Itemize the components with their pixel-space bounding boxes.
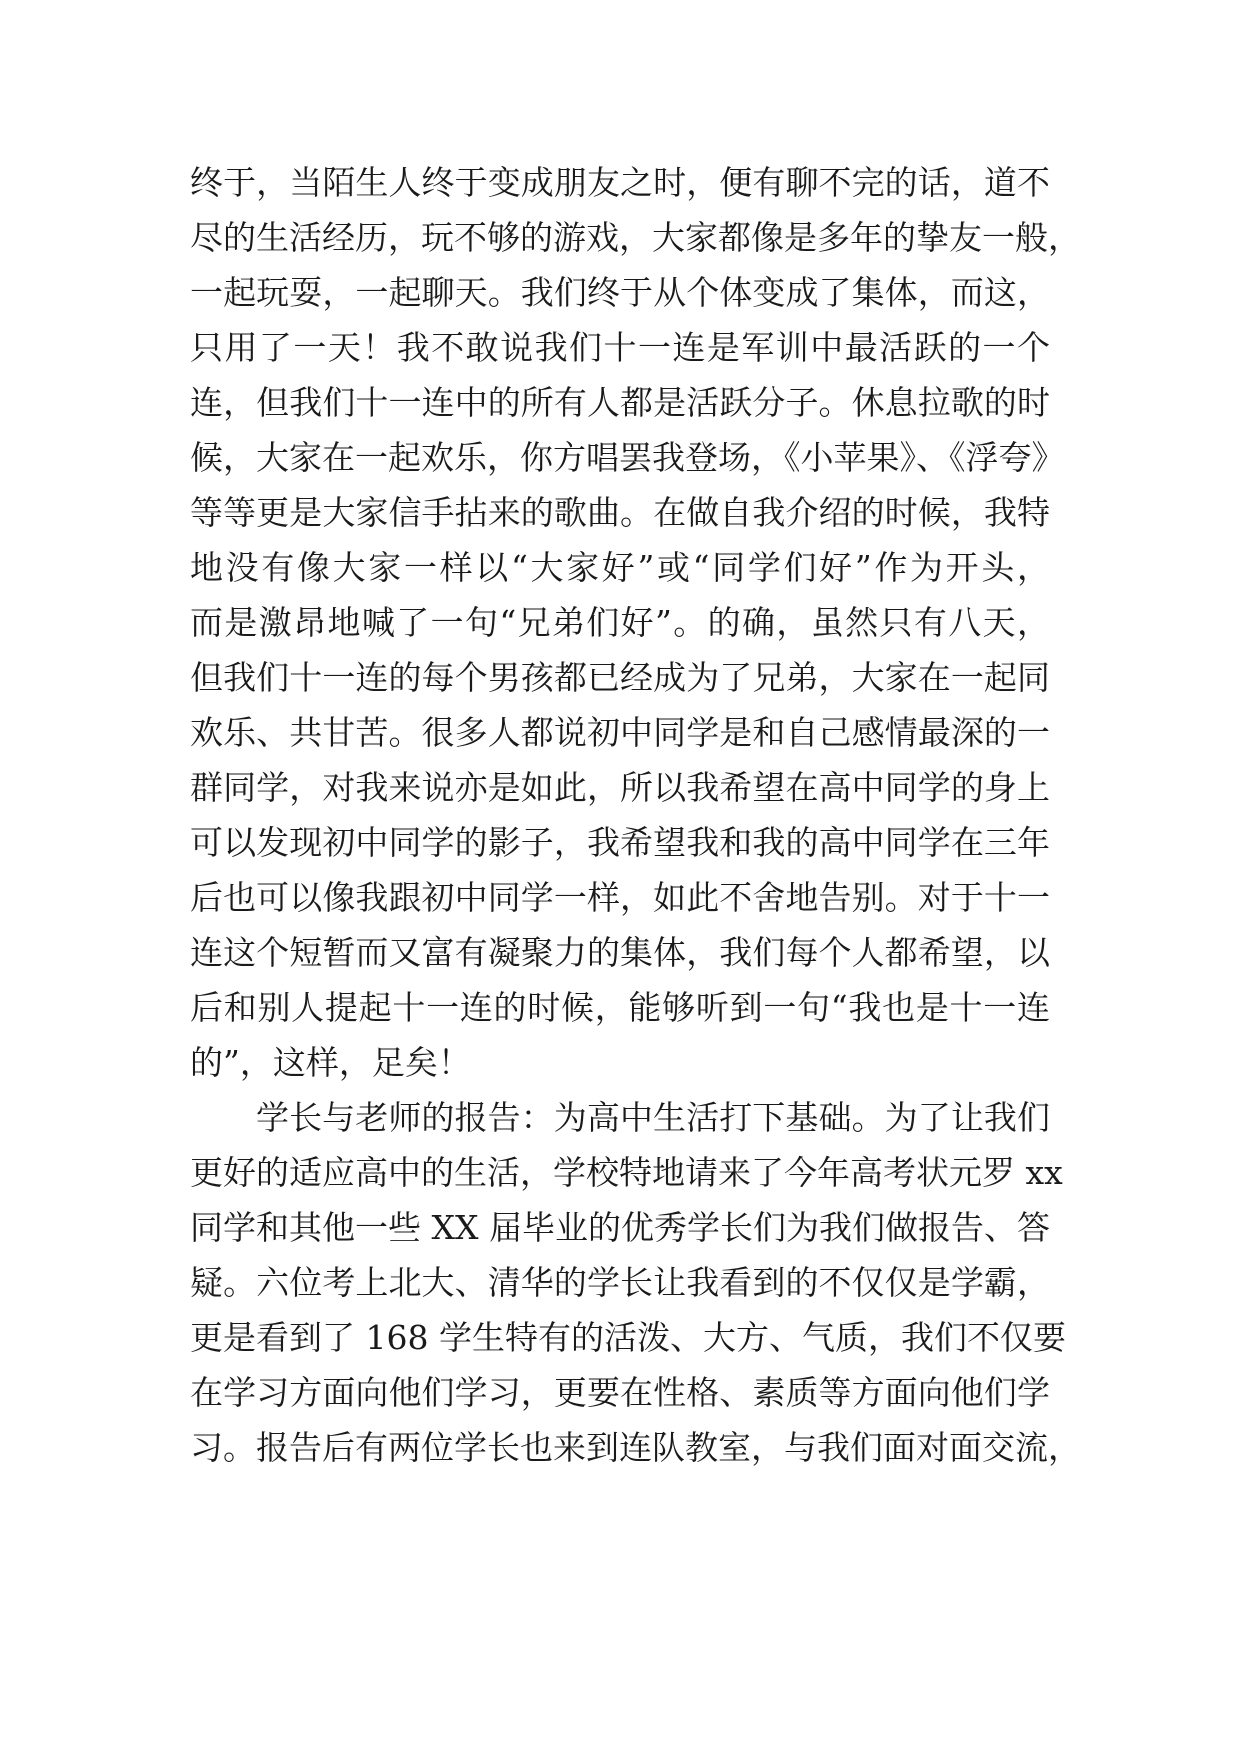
text-line: 同学和其他一些 XX 届毕业的优秀学长们为我们做报告、答 xyxy=(190,1208,1050,1247)
text-line: 更好的适应高中的生活，学校特地请来了今年高考状元罗 xx xyxy=(190,1153,1063,1192)
text-line: 尽的生活经历，玩不够的游戏，大家都像是多年的挚友一般， xyxy=(190,218,1081,257)
text-line: 后和别人提起十一连的时候，能够听到一句“我也是十一连 xyxy=(190,988,1050,1027)
text-line: 更是看到了 168 学生特有的活泼、大方、气质，我们不仅要 xyxy=(190,1318,1066,1357)
paragraph-2 xyxy=(190,1090,1081,1475)
text-line: 连，但我们十一连中的所有人都是活跃分子。休息拉歌的时 xyxy=(190,383,1050,422)
text-line: 而是激昂地喊了一句“兄弟们好”。的确，虽然只有八天， xyxy=(190,603,1050,642)
text-line: 学长与老师的报告：为高中生活打下基础。为了让我们 xyxy=(256,1098,1050,1137)
paragraph-1 xyxy=(190,155,1081,1090)
text-line: 终于，当陌生人终于变成朋友之时，便有聊不完的话，道不 xyxy=(190,163,1050,202)
text-line: 可以发现初中同学的影子，我希望我和我的高中同学在三年 xyxy=(190,823,1050,862)
text-line: 的”，这样，足矣！ xyxy=(190,1043,471,1082)
text-line: 等等更是大家信手拈来的歌曲。在做自我介绍的时候，我特 xyxy=(190,493,1050,532)
text-line: 后也可以像我跟初中同学一样，如此不舍地告别。对于十一 xyxy=(190,878,1050,917)
text-line: 群同学，对我来说亦是如此，所以我希望在高中同学的身上 xyxy=(190,768,1050,807)
text-line: 一起玩耍，一起聊天。我们终于从个体变成了集体，而这， xyxy=(190,273,1050,312)
text-line: 候，大家在一起欢乐，你方唱罢我登场，《小苹果》、《浮夸》 xyxy=(190,438,1065,477)
text-line: 连这个短暂而又富有凝聚力的集体，我们每个人都希望，以 xyxy=(190,933,1050,972)
text-line: 只用了一天！我不敢说我们十一连是军训中最活跃的一个 xyxy=(190,328,1050,367)
text-line: 地没有像大家一样以“大家好”或“同学们好”作为开头， xyxy=(190,548,1050,587)
text-line: 在学习方面向他们学习，更要在性格、素质等方面向他们学 xyxy=(190,1373,1050,1412)
text-line: 欢乐、共甘苦。很多人都说初中同学是和自己感情最深的一 xyxy=(190,713,1050,752)
text-line: 习。报告后有两位学长也来到连队教室，与我们面对面交流， xyxy=(190,1428,1081,1467)
text-line: 但我们十一连的每个男孩都已经成为了兄弟，大家在一起同 xyxy=(190,658,1050,697)
document-body xyxy=(190,155,1081,1475)
text-line: 疑。六位考上北大、清华的学长让我看到的不仅仅是学霸， xyxy=(190,1263,1050,1302)
